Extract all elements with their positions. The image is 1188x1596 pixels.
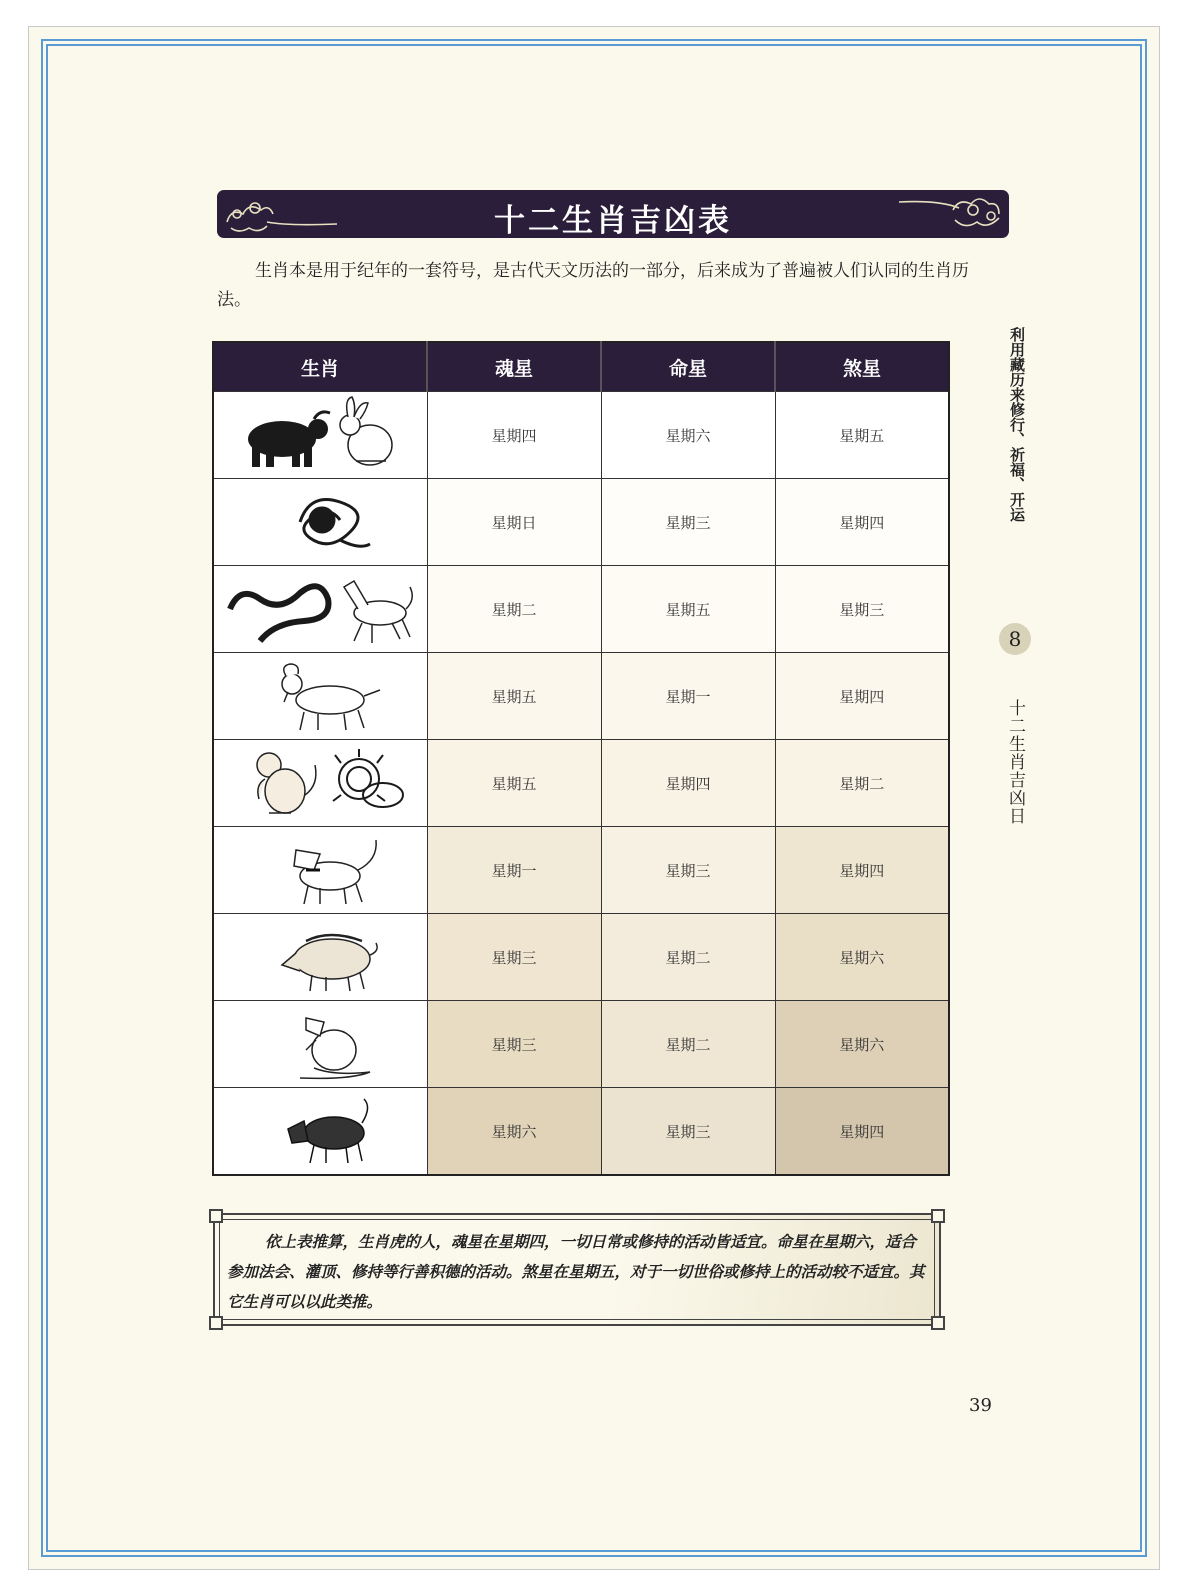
life-star-cell: 星期六: [601, 392, 775, 479]
horse-icon: [344, 581, 412, 643]
evil-star-cell: 星期五: [775, 392, 949, 479]
table-row: [213, 566, 949, 653]
table-row: [213, 1088, 949, 1176]
note-corner-ornament: [931, 1209, 945, 1223]
rabbit-icon: [340, 397, 392, 465]
header-evil-star: 煞星: [775, 342, 949, 392]
note-box: [213, 1213, 941, 1326]
life-star-cell: 星期三: [601, 479, 775, 566]
note-corner-ornament: [931, 1316, 945, 1330]
header-life-star: 命星: [601, 342, 775, 392]
ox-icon: [248, 412, 330, 467]
table-row: [213, 914, 949, 1001]
pig-icon: [282, 935, 377, 991]
title-banner: [217, 190, 1009, 238]
evil-star-cell: 星期四: [775, 479, 949, 566]
life-star-cell: 星期四: [601, 740, 775, 827]
life-star-cell: 星期三: [601, 827, 775, 914]
animal-cell: [213, 1001, 427, 1088]
rat-icon: [300, 1018, 370, 1078]
page: [28, 26, 1160, 1570]
soul-star-cell: 星期一: [427, 827, 601, 914]
boar-icon: [288, 1099, 368, 1163]
soul-star-cell: 星期六: [427, 1088, 601, 1176]
header-soul-star: 魂星: [427, 342, 601, 392]
animal-cell: [213, 827, 427, 914]
life-star-cell: 星期二: [601, 1001, 775, 1088]
dragon-icon: [300, 500, 370, 547]
animal-cell: [213, 392, 427, 479]
note-text: 依上表推算，生肖虎的人，魂星在星期四，一切日常或修持的活动皆适宜。命星在星期六，适合参加法会、灌顶、修持等行善积德的活动。煞星在星期五，对于一切世俗或修持上的活动较不适宜。其它生肖可以以此类推。: [227, 1232, 925, 1311]
animal-cell: [213, 479, 427, 566]
soul-star-cell: 星期二: [427, 566, 601, 653]
evil-star-cell: 星期四: [775, 1088, 949, 1176]
cloud-ornament-right-icon: [895, 192, 1005, 236]
note-corner-ornament: [209, 1209, 223, 1223]
dog-icon: [294, 840, 376, 904]
table-row: [213, 392, 949, 479]
life-star-cell: 星期五: [601, 566, 775, 653]
table-row: [213, 1001, 949, 1088]
monkey-icon: [257, 753, 316, 813]
animal-cell: [213, 740, 427, 827]
evil-star-cell: 星期四: [775, 827, 949, 914]
soul-star-cell: 星期日: [427, 479, 601, 566]
soul-star-cell: 星期五: [427, 653, 601, 740]
zodiac-table: [212, 341, 950, 1176]
table-row: [213, 827, 949, 914]
evil-star-cell: 星期六: [775, 914, 949, 1001]
life-star-cell: 星期一: [601, 653, 775, 740]
table-row: [213, 653, 949, 740]
table-row: [213, 479, 949, 566]
animal-cell: [213, 914, 427, 1001]
snake-icon: [230, 586, 329, 641]
running-book-title: 利用藏历来修行、祈福、开运: [1008, 327, 1026, 522]
evil-star-cell: 星期二: [775, 740, 949, 827]
life-star-cell: 星期二: [601, 914, 775, 1001]
animal-cell: [213, 1088, 427, 1176]
soul-star-cell: 星期四: [427, 392, 601, 479]
page-title: 十二生肖吉凶表: [494, 203, 732, 239]
animal-cell: [213, 653, 427, 740]
evil-star-cell: 星期四: [775, 653, 949, 740]
header-zodiac: 生肖: [213, 342, 427, 392]
chapter-number-badge: 8: [999, 623, 1031, 655]
note-corner-ornament: [209, 1316, 223, 1330]
evil-star-cell: 星期六: [775, 1001, 949, 1088]
lion-icon: [333, 749, 403, 807]
intro-paragraph: 生肖本是用于纪年的一套符号，是古代天文历法的一部分，后来成为了普遍被人们认同的生肖历法。: [217, 261, 969, 310]
evil-star-cell: 星期三: [775, 566, 949, 653]
goat-icon: [282, 664, 380, 730]
life-star-cell: 星期三: [601, 1088, 775, 1176]
soul-star-cell: 星期三: [427, 1001, 601, 1088]
soul-star-cell: 星期三: [427, 914, 601, 1001]
animal-cell: [213, 566, 427, 653]
running-chapter-title: 十二生肖吉凶日: [1005, 699, 1025, 825]
page-number: 39: [969, 1395, 992, 1416]
soul-star-cell: 星期五: [427, 740, 601, 827]
table-row: [213, 740, 949, 827]
table-header-row: [213, 342, 949, 392]
